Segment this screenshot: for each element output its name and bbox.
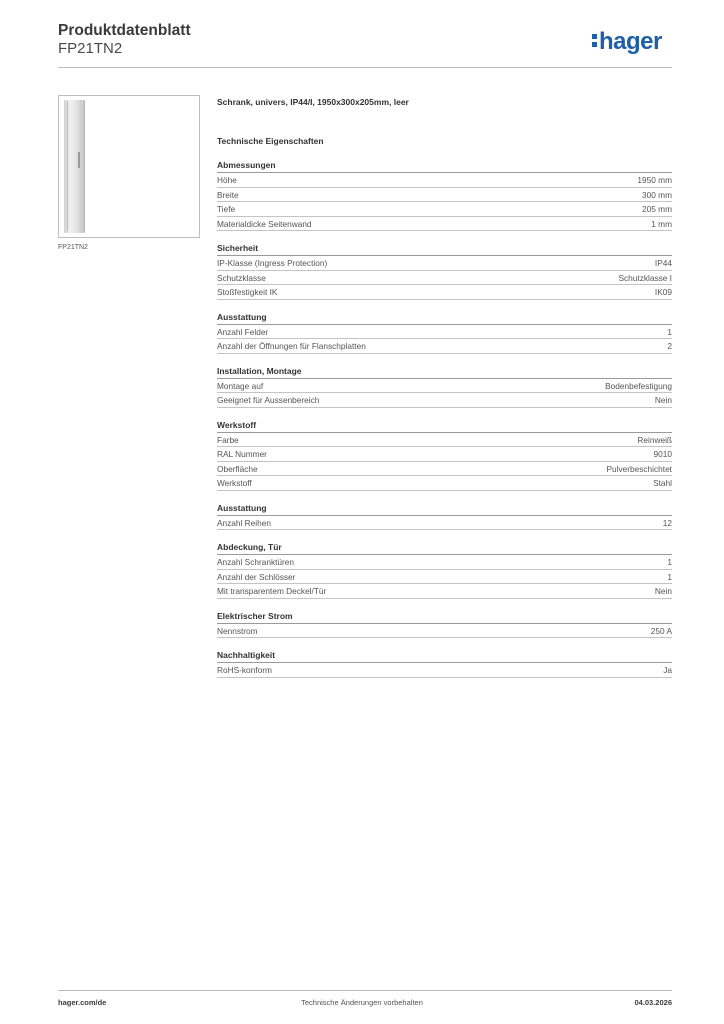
spec-label: Anzahl Reihen	[217, 517, 271, 528]
section-title: Nachhaltigkeit	[217, 649, 672, 663]
image-caption: FP21TN2	[58, 244, 88, 251]
spec-row	[217, 285, 672, 300]
spec-content	[217, 95, 672, 689]
section-title: Sicherheit	[217, 242, 672, 256]
spec-section	[217, 242, 672, 300]
spec-section	[217, 419, 672, 491]
spec-label: Anzahl Schranktüren	[217, 557, 295, 567]
spec-value: 12	[662, 517, 672, 528]
spec-row	[217, 516, 672, 531]
spec-value: 9010	[653, 449, 672, 459]
cabinet-image	[64, 100, 84, 233]
spec-label: IP-Klasse (Ingress Protection)	[217, 258, 328, 268]
footer-disclaimer: Technische Änderungen vorbehalten	[301, 998, 423, 1007]
footer-divider	[58, 990, 672, 991]
spec-row	[217, 188, 672, 203]
spec-label: Schutzklasse	[217, 272, 266, 283]
cabinet-door-line	[67, 102, 68, 231]
header-divider	[58, 67, 672, 68]
spec-value: 2	[667, 341, 672, 351]
section-title: Abmessungen	[217, 159, 672, 173]
spec-label: Nennstrom	[217, 625, 258, 636]
spec-row	[217, 217, 672, 232]
spec-value: IP44	[654, 258, 672, 268]
spec-row	[217, 447, 672, 462]
spec-row	[217, 173, 672, 188]
spec-row	[217, 476, 672, 491]
spec-label: RoHS-konform	[217, 665, 272, 675]
spec-row	[217, 379, 672, 394]
spec-label: Farbe	[217, 434, 239, 445]
spec-label: Tiefe	[217, 204, 236, 214]
logo-text: hager	[599, 28, 662, 55]
spec-row	[217, 393, 672, 408]
hager-logo	[592, 28, 662, 56]
spec-value: Bodenbefestigung	[605, 380, 672, 391]
spec-label: Höhe	[217, 175, 237, 185]
logo-dots-icon	[592, 31, 597, 47]
spec-label: Anzahl der Schlösser	[217, 571, 296, 582]
spec-label: Werkstoff	[217, 478, 252, 488]
spec-value: Ja	[663, 665, 672, 675]
spec-value: 1	[667, 326, 672, 337]
spec-label: Stoßfestigkeit IK	[217, 287, 278, 297]
spec-section	[217, 541, 672, 599]
spec-row	[217, 433, 672, 448]
spec-label: Anzahl der Öffnungen für Flanschplatten	[217, 341, 366, 351]
section-title: Ausstattung	[217, 502, 672, 516]
spec-label: Geeignet für Aussenbereich	[217, 395, 320, 405]
spec-value: 1950 mm	[637, 175, 672, 185]
spec-section	[217, 159, 672, 231]
cabinet-handle	[78, 152, 80, 168]
spec-section	[217, 502, 672, 531]
spec-label: RAL Nummer	[217, 449, 267, 459]
spec-value: Stahl	[653, 478, 672, 488]
section-title: Werkstoff	[217, 419, 672, 433]
spec-row	[217, 256, 672, 271]
spec-section	[217, 365, 672, 408]
spec-value: 300 mm	[642, 189, 672, 200]
product-image-frame	[58, 95, 200, 238]
spec-label: Mit transparentem Deckel/Tür	[217, 586, 327, 596]
product-code: FP21TN2	[58, 40, 123, 57]
spec-section	[217, 649, 672, 678]
spec-label: Materialdicke Seitenwand	[217, 218, 312, 229]
spec-label: Montage auf	[217, 380, 264, 391]
spec-value: 1	[667, 557, 672, 567]
spec-value: 1 mm	[651, 218, 672, 229]
spec-label: Breite	[217, 189, 239, 200]
section-title: Abdeckung, Tür	[217, 541, 672, 555]
spec-row	[217, 339, 672, 354]
spec-value: Nein	[654, 586, 672, 596]
spec-label: Oberfläche	[217, 463, 258, 474]
spec-row	[217, 325, 672, 340]
section-title: Installation, Montage	[217, 365, 672, 379]
product-description: Schrank, univers, IP44/I, 1950x300x205mm, leer	[217, 97, 409, 107]
section-title: Elektrischer Strom	[217, 610, 672, 624]
spec-value: Schutzklasse I	[618, 272, 672, 283]
footer-website: hager.com/de	[58, 998, 107, 1007]
spec-section	[217, 311, 672, 354]
spec-value: 1	[667, 571, 672, 582]
spec-row	[217, 570, 672, 585]
section-title: Ausstattung	[217, 311, 672, 325]
spec-label: Anzahl Felder	[217, 326, 269, 337]
spec-row	[217, 202, 672, 217]
tech-properties-heading: Technische Eigenschaften	[217, 136, 324, 146]
spec-row	[217, 462, 672, 477]
spec-row	[217, 555, 672, 570]
spec-value: 205 mm	[642, 204, 672, 214]
spec-value: Nein	[654, 395, 672, 405]
spec-value: Reinweiß	[637, 434, 672, 445]
spec-value: Pulverbeschichtet	[606, 463, 672, 474]
spec-sections	[217, 159, 672, 678]
page-title: Produktdatenblatt	[58, 22, 191, 39]
spec-value: 250 A	[650, 625, 672, 636]
spec-value: IK09	[654, 287, 672, 297]
spec-row	[217, 271, 672, 286]
spec-row	[217, 584, 672, 599]
spec-row	[217, 663, 672, 678]
spec-row	[217, 624, 672, 639]
footer-date: 04.03.2026	[634, 998, 672, 1007]
spec-section	[217, 610, 672, 639]
